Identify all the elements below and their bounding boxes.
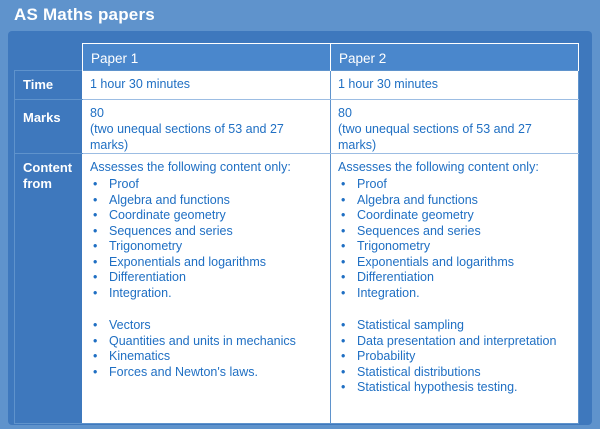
topic-text: Statistical hypothesis testing. — [357, 380, 518, 394]
bullet-icon: • — [341, 318, 346, 332]
topic-text: Statistical sampling — [357, 318, 464, 332]
topic-list-item — [338, 365, 572, 381]
marks-row — [15, 100, 579, 154]
topic-text: Statistical distributions — [357, 364, 481, 379]
paper-1-marks — [83, 100, 331, 154]
topic-text: Differentiation — [109, 270, 186, 284]
topic-list-item — [338, 380, 572, 396]
time-row — [15, 71, 579, 100]
topic-text: Kinematics — [109, 349, 171, 363]
topic-list-item — [90, 255, 324, 271]
bullet-icon: • — [341, 270, 346, 284]
topic-text: Differentiation — [357, 270, 434, 284]
bullet-icon: • — [93, 318, 98, 332]
paper-2-marks — [331, 100, 579, 154]
bullet-icon: • — [93, 270, 98, 284]
paper-1-marks-note: (two unequal sections of 53 and 27 marks) — [90, 122, 284, 152]
topic-text: Quantities and units in mechanics — [109, 333, 296, 348]
content-row — [15, 154, 579, 424]
topic-list-item — [90, 318, 324, 334]
topic-text: Proof — [357, 177, 387, 191]
column-header-paper-2: Paper 2 — [331, 44, 579, 71]
row-label-content: Content from — [15, 154, 83, 424]
topic-list-item — [90, 208, 324, 224]
paper-2-marks-note: (two unequal sections of 53 and 27 marks) — [338, 122, 532, 152]
paper-2-topic-list-statistics — [338, 318, 572, 396]
topic-list-item — [338, 208, 572, 224]
topic-text: Exponentials and logarithms — [357, 254, 515, 269]
bullet-icon: • — [93, 285, 98, 300]
topic-list-item — [338, 239, 572, 255]
paper-2-content-intro: Assesses the following content only: — [338, 160, 539, 174]
topic-list-item — [338, 224, 572, 240]
topic-list-item — [90, 286, 324, 302]
bullet-icon: • — [341, 208, 346, 222]
paper-1-content-intro: Assesses the following content only: — [90, 160, 291, 174]
topic-list-item — [90, 334, 324, 350]
topic-list-item — [338, 177, 572, 193]
header-corner — [15, 44, 83, 71]
topic-text: Trigonometry — [357, 239, 431, 253]
topic-text: Integration. — [357, 285, 420, 300]
bullet-icon: • — [341, 223, 346, 238]
bullet-icon: • — [93, 208, 98, 222]
bullet-icon: • — [341, 239, 346, 253]
topic-text: Forces and Newton's laws. — [109, 364, 258, 379]
header-row — [15, 44, 579, 71]
paper-1-content — [83, 154, 331, 424]
topic-list-item — [338, 286, 572, 302]
topic-list-item — [338, 334, 572, 350]
bullet-icon: • — [341, 333, 346, 348]
topic-text: Coordinate geometry — [109, 208, 226, 222]
topic-list-item — [90, 193, 324, 209]
column-header-paper-1: Paper 1 — [83, 44, 331, 71]
topic-list-item — [90, 177, 324, 193]
page-title: AS Maths papers — [14, 5, 155, 24]
bullet-icon: • — [93, 239, 98, 253]
bullet-icon: • — [93, 254, 98, 269]
bullet-icon: • — [341, 254, 346, 269]
topic-list-item — [90, 239, 324, 255]
bullet-icon: • — [341, 380, 346, 394]
topic-text: Coordinate geometry — [357, 208, 474, 222]
topic-list-item — [338, 318, 572, 334]
topic-list-item — [338, 349, 572, 365]
topic-text: Data presentation and interpretation — [357, 333, 557, 348]
bullet-icon: • — [93, 349, 98, 363]
bullet-icon: • — [341, 177, 346, 191]
list-gap — [90, 301, 324, 316]
bullet-icon: • — [93, 177, 98, 191]
paper-2-marks-value: 80 — [338, 106, 352, 120]
bullet-icon: • — [93, 333, 98, 348]
topic-text: Trigonometry — [109, 239, 183, 253]
topic-list-item — [338, 270, 572, 286]
topic-text: Sequences and series — [109, 223, 233, 238]
topic-text: Probability — [357, 349, 416, 363]
topic-list-item — [90, 270, 324, 286]
list-gap — [338, 301, 572, 316]
row-label-time: Time — [15, 71, 83, 100]
topic-text: Sequences and series — [357, 223, 481, 238]
topic-list-item — [338, 255, 572, 271]
bullet-icon: • — [341, 285, 346, 300]
bullet-icon: • — [341, 364, 346, 379]
paper-1-topic-list-pure — [90, 177, 324, 301]
paper-1-topic-list-mechanics — [90, 318, 324, 380]
paper-1-time: 1 hour 30 minutes — [83, 71, 331, 100]
bullet-icon: • — [93, 192, 98, 207]
topic-text: Integration. — [109, 285, 172, 300]
topic-text: Proof — [109, 177, 139, 191]
paper-2-topic-list-pure — [338, 177, 572, 301]
topic-list-item — [90, 224, 324, 240]
topic-text: Algebra and functions — [109, 192, 230, 207]
bullet-icon: • — [341, 192, 346, 207]
topic-list-item — [90, 365, 324, 381]
topic-list-item — [338, 193, 572, 209]
topic-text: Exponentials and logarithms — [109, 254, 267, 269]
paper-2-time: 1 hour 30 minutes — [331, 71, 579, 100]
paper-1-marks-value: 80 — [90, 106, 104, 120]
topic-list-item — [90, 349, 324, 365]
row-label-marks: Marks — [15, 100, 83, 154]
bullet-icon: • — [93, 223, 98, 238]
paper-2-content — [331, 154, 579, 424]
topic-text: Vectors — [109, 318, 151, 332]
topic-text: Algebra and functions — [357, 192, 478, 207]
papers-table — [14, 43, 579, 424]
bullet-icon: • — [93, 364, 98, 379]
bullet-icon: • — [341, 349, 346, 363]
